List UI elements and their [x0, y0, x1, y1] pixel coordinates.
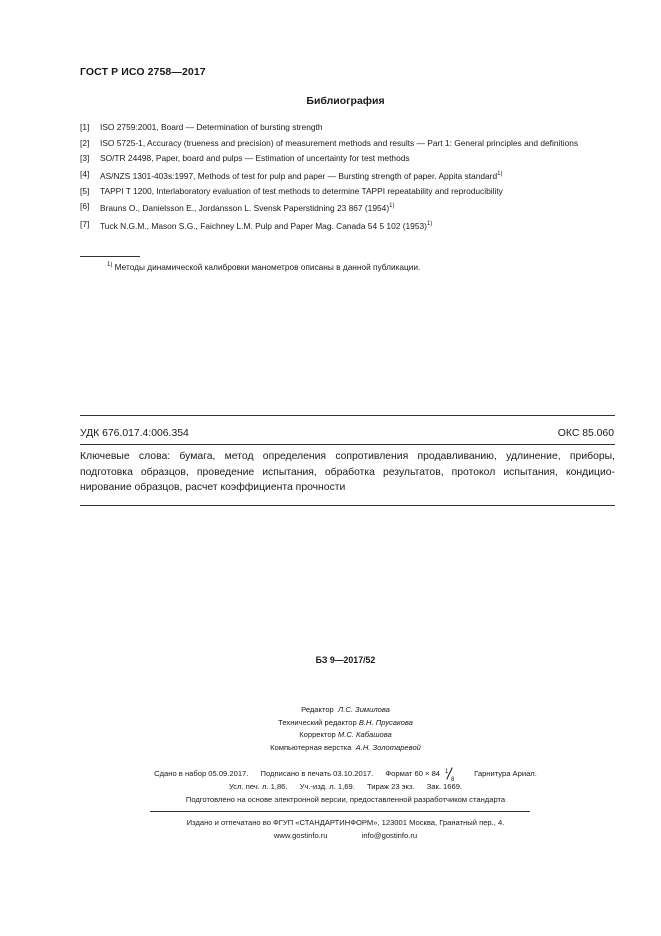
staff-name: В.Н. Прусакова — [358, 717, 413, 727]
reference-text: Brauns O., Danielsson E., Jordansson L. Svensk Paperstidning 23 867 (1954) — [100, 203, 390, 214]
reference-item — [80, 219, 615, 232]
run-size: Тираж 23 экз. — [366, 782, 415, 791]
reference-item — [80, 122, 615, 134]
footnote-mark: 1) — [389, 203, 395, 210]
reference-number: [4] — [80, 168, 90, 179]
staff-role: Корректор — [299, 730, 336, 740]
document-header: ГОСТ Р ИСО 2758—2017 — [80, 66, 206, 78]
reference-text: ISO 2759:2001, Board — Determination of bursting strength — [100, 122, 323, 132]
publisher-address: Издано и отпечатано во ФГУП «СТАНДАРТИНФОРМ», 123001 Москва, Гранатный пер., 4. — [186, 818, 505, 827]
footnote-text: Методы динамической калибровки манометров описаны в данной публикации. — [114, 262, 421, 272]
reference-text: TAPPI T 1200, Interlaboratory evaluation of test methods to determine TAPPI repeatability and reproducibility — [100, 185, 503, 196]
reference-text-wrap — [100, 201, 615, 214]
reference-text: Tuck N.G.M., Mason S.G., Faichney L.M. Pulp and Paper Mag. Canada 54 5 102 (1953) — [100, 220, 427, 231]
udk-code: УДК 676.017.4:006.354 — [80, 428, 189, 439]
staff-role: Технический редактор — [278, 717, 357, 727]
footnote-divider — [80, 256, 140, 257]
order-number: Зак. 1669. — [426, 782, 463, 791]
staff-name: Л.С. Зимилова — [338, 705, 390, 714]
staff-role: Редактор — [301, 705, 334, 714]
reference-number: [1] — [80, 122, 90, 132]
reference-text: SO/TR 24498, Paper, board and pulps — Estimation of uncertainty for test methods — [100, 153, 410, 163]
reference-text-wrap — [100, 219, 615, 232]
publishing-row — [30, 793, 661, 806]
reference-number: [3] — [80, 153, 90, 163]
reference-text: AS/NZS 1301-403s:1997, Methods of test for pulp and paper — Bursting strength of paper. Appita standard — [100, 170, 498, 181]
prepared-note: Подготовлено на основе электронной версии, предоставленной разработчиком стандарта — [185, 795, 506, 804]
footnote-mark: 1) — [107, 262, 113, 269]
reference-number: [2] — [80, 137, 90, 148]
publishing-info — [0, 767, 661, 806]
reference-number: [6] — [80, 201, 90, 212]
email-link[interactable]: info@gostinfo.ru — [361, 831, 418, 840]
format-label: Формат 60 × 84 — [385, 769, 441, 778]
publisher-info — [0, 816, 661, 842]
reference-number: [7] — [80, 218, 90, 229]
signed-date: Подписано в печать 03.10.2017. — [260, 769, 374, 778]
staff-list — [0, 704, 661, 755]
reference-item — [80, 169, 615, 182]
middle-rule — [80, 444, 615, 445]
format-denominator: 8 — [451, 777, 455, 783]
print-sheets: Усл. печ. л. 1,86. — [228, 782, 288, 791]
footnote-mark: 1) — [426, 220, 433, 227]
top-rule — [80, 415, 615, 416]
keywords: Ключевые слова: бумага, метод определения сопротивления продавливанию, удлинение, приборы, подготовка образцов, проведение испытания, обработка результатов, протокол испытания, кондицио-нирование образцов, расчет коэффициента прочности — [80, 451, 615, 493]
bibliography-title: Библиография — [306, 95, 385, 107]
typeface: Гарнитура Ариал. — [474, 769, 537, 778]
bz-number: БЗ 9—2017/52 — [315, 655, 376, 665]
reference-text-wrap — [100, 169, 615, 182]
bottom-rule — [80, 505, 615, 506]
staff-role: Компьютерная верстка — [270, 743, 352, 753]
publishing-row — [30, 780, 661, 793]
publisher-contacts — [30, 829, 661, 842]
publisher-rule — [150, 811, 530, 812]
staff-row — [30, 704, 661, 717]
footnote — [107, 262, 420, 272]
reference-item — [80, 186, 615, 198]
format-numerator: 1 — [445, 769, 449, 775]
website-link[interactable]: www.gostinfo.ru — [273, 831, 328, 840]
staff-name: М.С. Кабашова — [337, 730, 392, 740]
staff-row — [30, 717, 661, 730]
publishing-row — [30, 767, 661, 783]
staff-row — [30, 742, 661, 755]
format — [385, 769, 462, 783]
oks-code: ОКС 85.060 — [557, 428, 614, 439]
reference-text: ISO 5725-1, Accuracy (trueness and precision) of measurement methods and results — Part 1: General principles and definitions — [100, 137, 579, 148]
reference-item — [80, 138, 615, 150]
pub-sheets: Уч.-изд. л. 1,69. — [299, 782, 355, 791]
sent-date: Сдано в набор 05.09.2017. — [154, 769, 249, 778]
footnote-mark: 1) — [497, 170, 503, 177]
reference-item — [80, 153, 615, 165]
staff-row — [30, 729, 661, 742]
bibliography-list — [80, 122, 615, 236]
staff-name: А.Н. Золотаревой — [355, 743, 421, 753]
reference-item — [80, 201, 615, 214]
format-fraction — [445, 769, 457, 783]
reference-number: [5] — [80, 185, 90, 196]
